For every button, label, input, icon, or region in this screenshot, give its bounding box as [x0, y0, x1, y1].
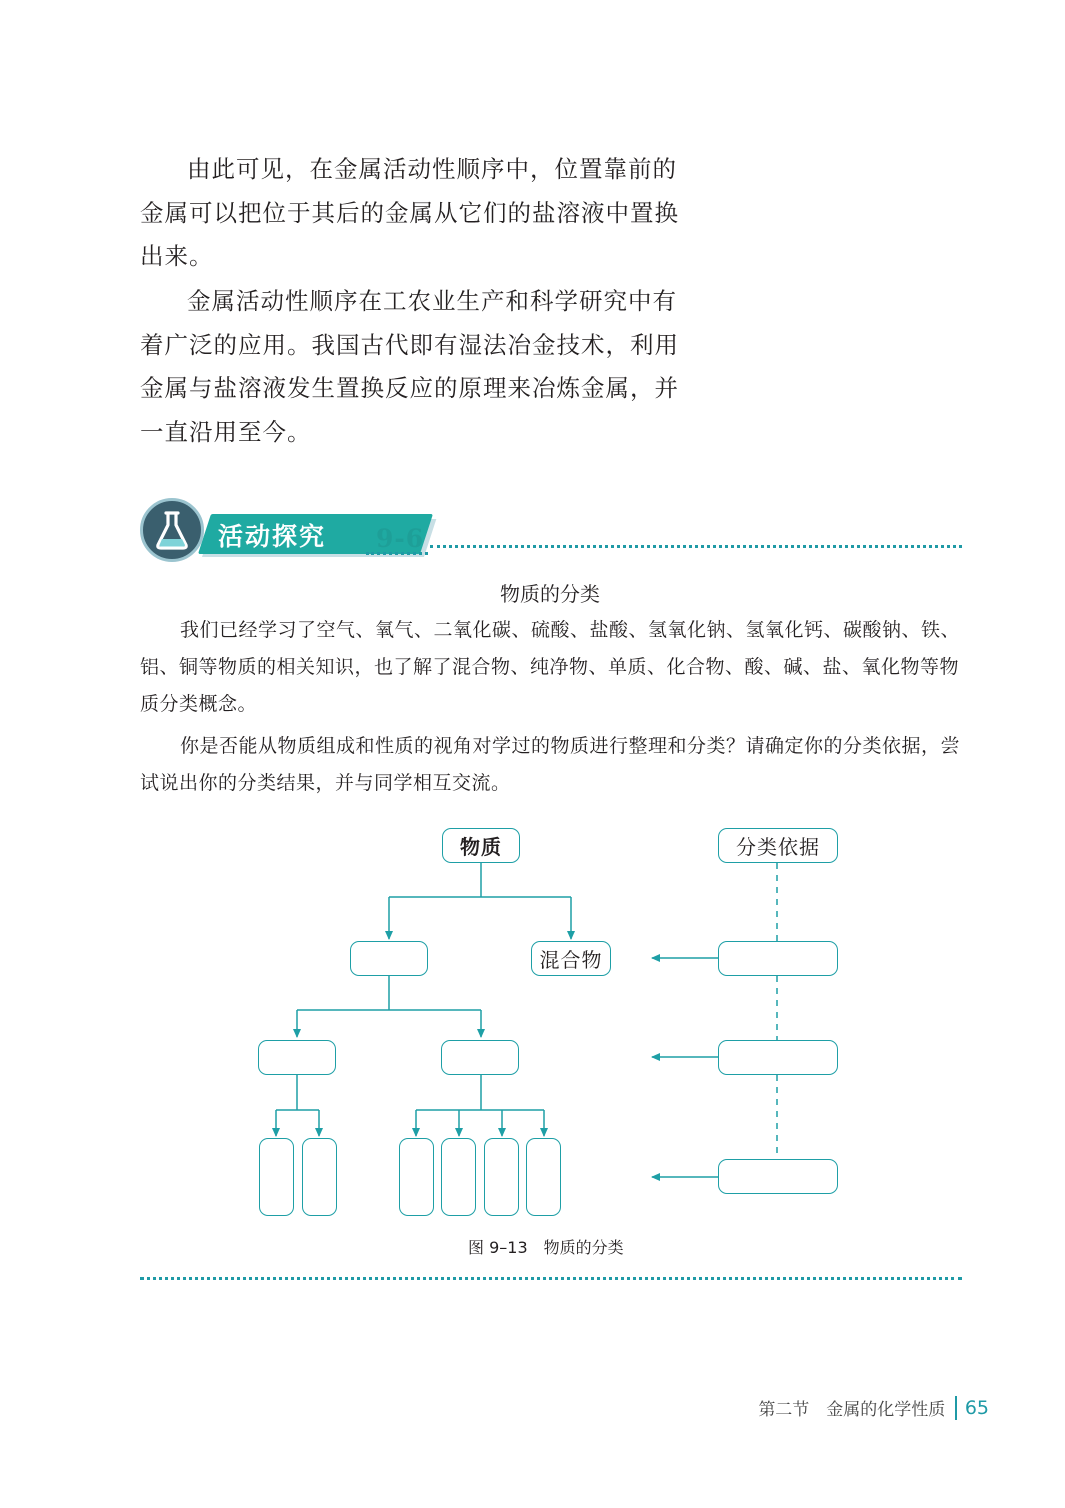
basis-blank-3 — [718, 1159, 838, 1194]
level2-blank-right — [441, 1040, 519, 1075]
root-node — [442, 828, 520, 863]
paragraph-text: 由此可见，在金属活动性顺序中，位置靠前的金属可以把位于其后的金属从它们的盐溶液中置换出来。 — [140, 155, 679, 270]
basis-blank-2 — [718, 1040, 838, 1075]
leaf-blank — [484, 1138, 519, 1216]
page-number: 65 — [964, 1396, 989, 1419]
bottom-dotted-rule — [140, 1277, 962, 1280]
activity-badge-label: 活动探究 — [218, 522, 327, 551]
paragraph-text: 我们已经学习了空气、氧气、二氧化碳、硫酸、盐酸、氢氧化钠、氢氧化钙、碳酸钠、铁、铝、铜等物质的相关知识，也了解了混合物、纯净物、单质、化合物、酸、碱、盐、氧化物等物质分类概念。 — [140, 619, 961, 715]
footer-section: 第二节 金属的化学性质 — [758, 1400, 946, 1420]
basis-blank-1 — [718, 941, 838, 976]
footer-separator — [955, 1396, 957, 1420]
figure-caption: 图 9–13 物质的分类 — [468, 1238, 624, 1257]
leaf-blank — [302, 1138, 337, 1216]
leaf-blank — [259, 1138, 294, 1216]
level2-blank-left — [258, 1040, 336, 1075]
page-footer — [758, 1395, 989, 1420]
basis-node — [718, 828, 838, 863]
leaf-blank — [441, 1138, 476, 1216]
activity-title: 物质的分类 — [500, 582, 600, 606]
root-node-label: 物质 — [460, 835, 502, 859]
paragraph-text: 你是否能从物质组成和性质的视角对学过的物质进行整理和分类？请确定你的分类依据，尝试说出你的分类结果，并与同学相互交流。 — [140, 735, 961, 794]
mixture-node — [531, 941, 611, 976]
leaf-blank — [526, 1138, 561, 1216]
basis-node-label: 分类依据 — [736, 835, 820, 859]
pure-substance-blank — [350, 941, 428, 976]
leaf-blank — [399, 1138, 434, 1216]
mixture-node-label: 混合物 — [539, 948, 603, 972]
paragraph-text: 金属活动性顺序在工农业生产和科学研究中有着广泛的应用。我国古代即有湿法冶金技术，利用金属与盐溶液发生置换反应的原理来冶炼金属，并一直沿用至今。 — [140, 287, 679, 446]
activity-number: 9-6 — [376, 524, 425, 553]
